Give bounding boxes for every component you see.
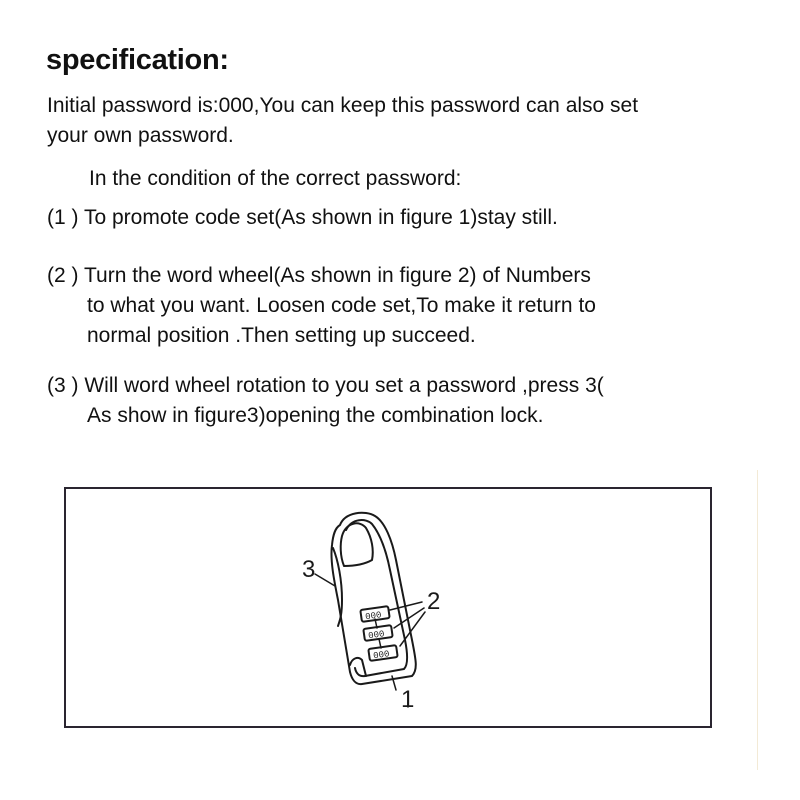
- step-2-line-3: normal position .Then setting up succeed.: [87, 324, 476, 347]
- step-1-number: (1 ): [47, 206, 79, 229]
- step-2-text-1: Turn the word wheel(As shown in figure 2) of Numbers: [83, 264, 591, 287]
- callout-2-label: 2: [427, 588, 441, 615]
- step-3-line-2: As show in figure3)opening the combination lock.: [87, 404, 544, 427]
- step-3-number: (3 ): [47, 374, 79, 397]
- intro-line-1: Initial password is:000,You can keep this password can also set: [47, 94, 639, 117]
- dial-2-digits: 000: [367, 629, 386, 642]
- step-2-line-2: to what you want. Loosen code set,To make it return to: [87, 294, 596, 317]
- dial-3-digits: 000: [372, 649, 391, 662]
- callout-1-label: 1: [401, 686, 415, 713]
- scan-edge-divider: [757, 470, 758, 770]
- callout-3-label: 3: [302, 556, 316, 583]
- dial-1-digits: 000: [364, 610, 383, 623]
- step-2-number: (2 ): [47, 264, 79, 287]
- step-1-text: To promote code set(As shown in figure 1)stay still.: [83, 206, 558, 229]
- intro-line-2: your own password.: [47, 124, 234, 147]
- condition-text: In the condition of the correct password:: [89, 167, 462, 190]
- dial-row-3: [368, 645, 397, 661]
- spec-heading: specification:: [46, 44, 229, 76]
- dial-row-2: [363, 625, 392, 641]
- step-3-text-1: Will word wheel rotation to you set a password ,press 3(: [84, 374, 604, 397]
